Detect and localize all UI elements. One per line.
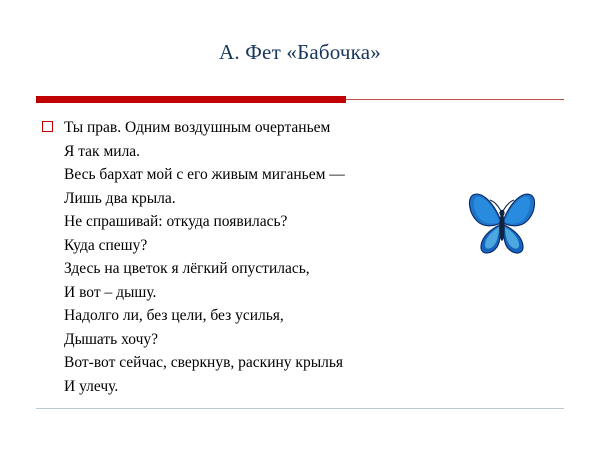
poem-line: Куда спешу? xyxy=(64,236,148,254)
poem-line: Здесь на цветок я лёгкий опустилась, xyxy=(64,260,310,277)
poem-line: Не спрашивай: откуда появилась? xyxy=(64,213,288,230)
poem-line: И улечу. xyxy=(64,377,119,395)
divider-thin-line xyxy=(346,99,564,100)
poem-text xyxy=(64,116,462,398)
poem-line: Дышать хочу? xyxy=(64,330,159,348)
poem-line: И вот – дышу. xyxy=(64,283,157,301)
poem-line: Лишь два крыла. xyxy=(64,189,176,207)
square-outline-bullet-icon xyxy=(42,116,64,132)
poem-line: Вот-вот сейчас, сверкнув, раскину крылья xyxy=(64,354,344,371)
poem-block xyxy=(42,116,462,398)
poem-line: Весь бархат мой с его живым миганьем — xyxy=(64,166,345,183)
poem-line: Я так мила. xyxy=(64,142,141,160)
butterfly-image xyxy=(463,185,541,263)
title-divider xyxy=(36,96,564,103)
footer-divider xyxy=(36,408,564,409)
poem-line: Ты прав. Одним воздушным очертаньем xyxy=(64,119,331,136)
divider-accent-bar xyxy=(36,96,346,103)
page-title: А. Фет «Бабочка» xyxy=(219,40,381,64)
bullet-row xyxy=(42,116,462,398)
poem-line: Надолго ли, без цели, без усилья, xyxy=(64,307,284,324)
